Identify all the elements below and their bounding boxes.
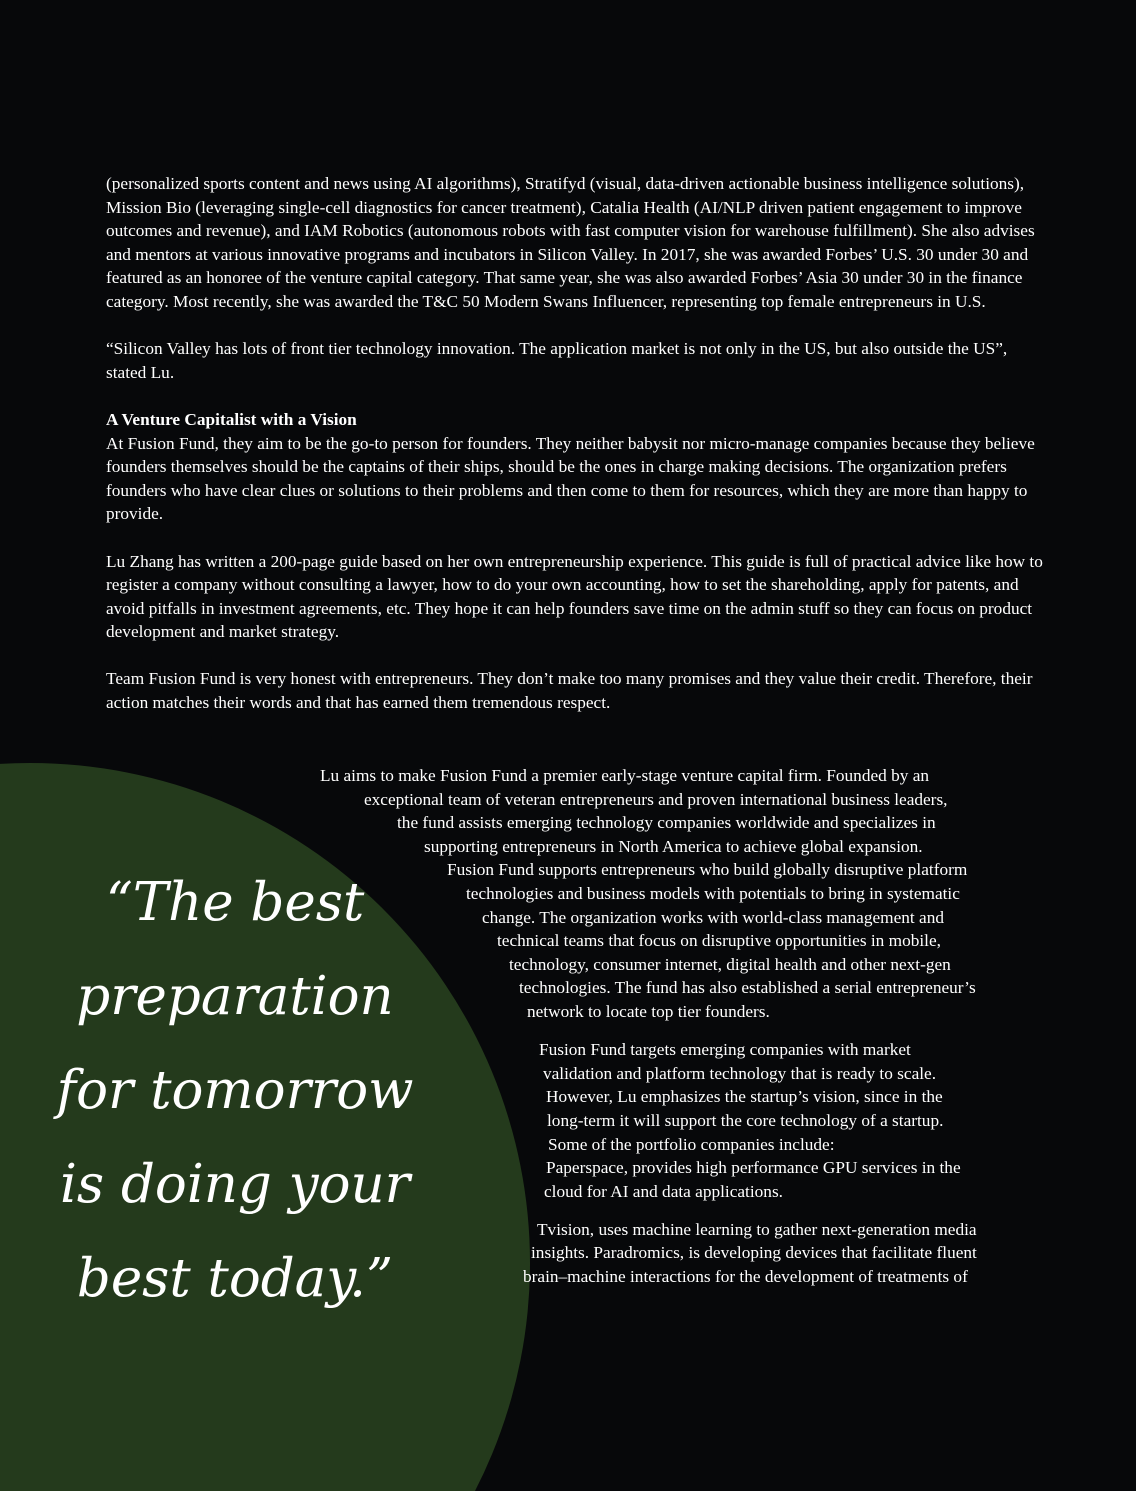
wrapped-line: change. The organization works with world-class management and [482, 907, 944, 927]
pull-quote-line: preparation [76, 966, 394, 1027]
pull-quote-line: best today.” [76, 1248, 394, 1309]
paragraph-guide: Lu Zhang has written a 200-page guide based on her own entrepreneurship experience. This guide is full of practical advice like how to register a company without consulting a lawyer, how to do your own accounting, how to set the shareholding, apply for patents, and avoid pitfalls in investment agreements, etc. They hope it can help founders save time on the admin stuff so they can focus on product development and market strategy. [106, 551, 1043, 642]
paragraph-go-to-person: At Fusion Fund, they aim to be the go-to person for founders. They neither babysit nor micro-manage companies because they believe founders themselves should be the captains of their ships, should be the ones in charge making decisions. The organization prefers founders who have clear clues or solutions to their problems and then come to them for resources, which they are more than happy to provide. [106, 433, 1035, 524]
wrapped-line: the fund assists emerging technology companies worldwide and specializes in [397, 813, 936, 833]
section-heading: A Venture Capitalist with a Vision [106, 409, 357, 429]
wrapped-line: supporting entrepreneurs in North America to achieve global expansion. [424, 836, 923, 856]
pull-quote-line: for tomorrow [56, 1060, 414, 1121]
wrapped-line: network to locate top tier founders. [527, 1001, 770, 1021]
wrapped-line: long-term it will support the core technology of a startup. [547, 1110, 944, 1130]
wrapped-line: Some of the portfolio companies include: [548, 1134, 835, 1154]
wrapped-line: cloud for AI and data applications. [544, 1181, 783, 1201]
wrapped-line: technical teams that focus on disruptive opportunities in mobile, [497, 931, 941, 951]
pull-quote [40, 856, 430, 1326]
wrapped-line: insights. Paradromics, is developing devices that facilitate fluent [531, 1243, 977, 1263]
wrapped-line: technology, consumer internet, digital health and other next-gen [509, 954, 951, 974]
wrapped-line: brain–machine interactions for the development of treatments of [523, 1267, 968, 1287]
wrapped-line: technologies and business models with potentials to bring in systematic [466, 883, 960, 903]
pull-quote-line: “The best [105, 872, 365, 933]
wrapped-line: exceptional team of veteran entrepreneurs and proven international business leaders, [364, 789, 948, 809]
wrapped-line: Fusion Fund supports entrepreneurs who build globally disruptive platform [447, 860, 968, 880]
wrapped-line: technologies. The fund has also established a serial entrepreneur’s [519, 978, 976, 998]
wrapped-line: Fusion Fund targets emerging companies with market [539, 1040, 911, 1060]
article-body [106, 172, 1046, 738]
wrapped-line: Tvision, uses machine learning to gather next-generation media [537, 1219, 977, 1239]
paragraph-honest: Team Fusion Fund is very honest with entrepreneurs. They don’t make too many promises and they value their credit. Therefore, their action matches their words and that has earned them tremendous respect. [106, 669, 1033, 713]
wrapped-line: Paperspace, provides high performance GPU services in the [546, 1158, 961, 1178]
wrapped-line: Lu aims to make Fusion Fund a premier early-stage venture capital firm. Founded by an [320, 766, 930, 785]
wrapped-line: validation and platform technology that is ready to scale. [543, 1063, 937, 1083]
paragraph-portfolio: (personalized sports content and news using AI algorithms), Stratifyd (visual, data-driven actionable business intelligence solutions), Mission Bio (leveraging single-cell diagnostics for cancer treatment), Catalia Health (AI/NLP driven patient engagement to improve outcomes and revenue), and IAM Robotics (autonomous robots with fast computer vision for warehouse fulfillment). She also advises and mentors at various innovative programs and incubators in Silicon Valley. In 2017, she was awarded Forbes’ U.S. 30 under 30 and featured as an honoree of the venture capital category. That same year, she was also awarded Forbes’ Asia 30 under 30 in the finance category. Most recently, she was awarded the T&C 50 Modern Swans Influencer, representing top female entrepreneurs in U.S. [106, 174, 1035, 311]
wrapped-line: However, Lu emphasizes the startup’s vision, since in the [546, 1087, 943, 1107]
pull-quote-line: is doing your [59, 1154, 410, 1215]
paragraph-quote-lu: “Silicon Valley has lots of front tier technology innovation. The application market is not only in the US, but also outside the US”, stated Lu. [106, 339, 1008, 382]
